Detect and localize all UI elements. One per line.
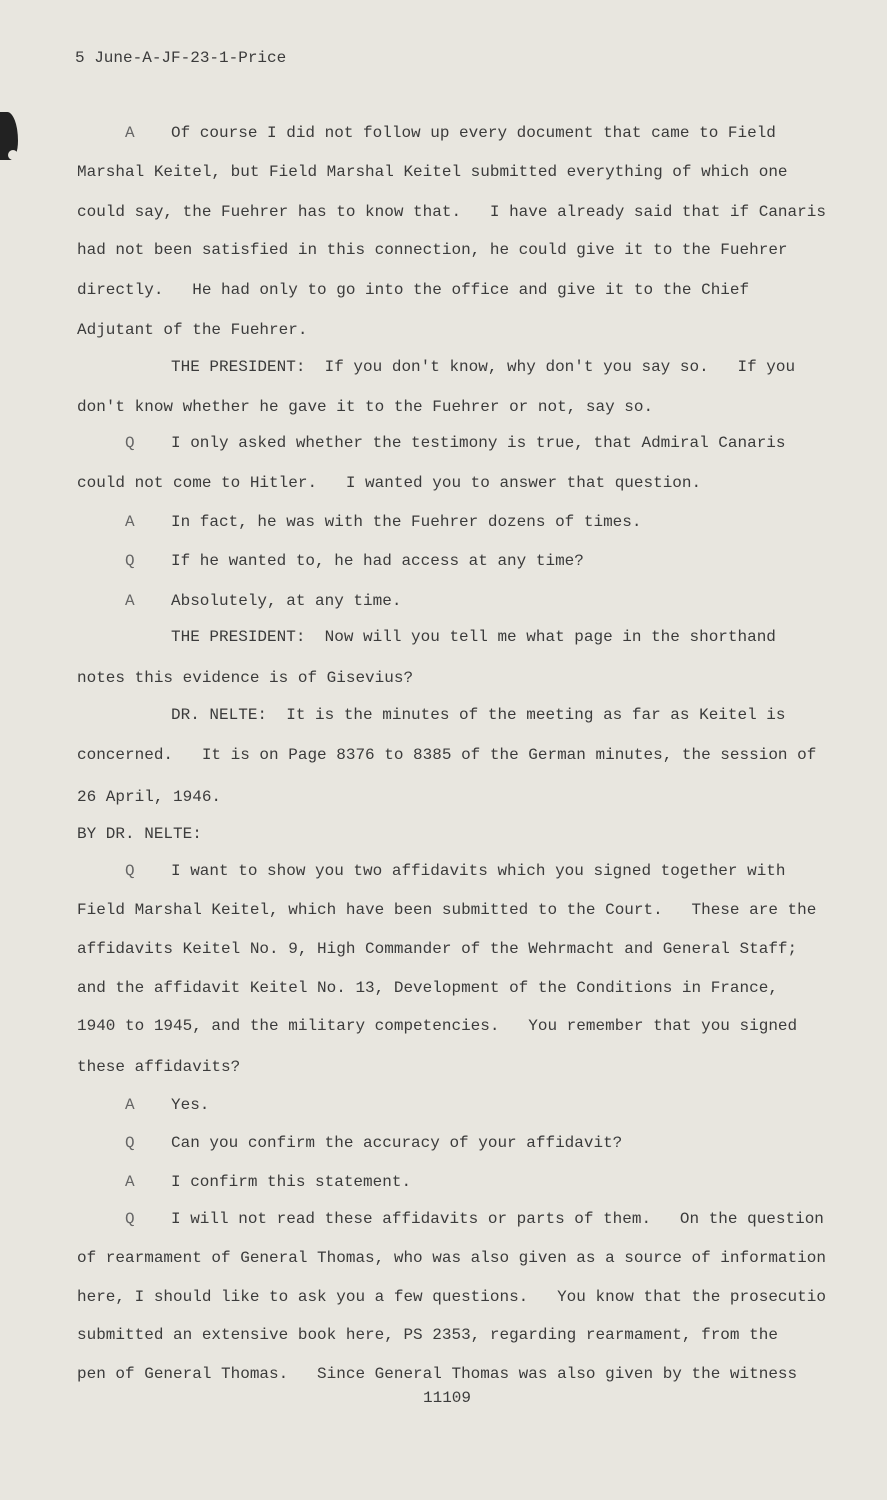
speaker-marker: Q [125, 552, 135, 570]
transcript-line: notes this evidence is of Gisevius? [77, 669, 414, 687]
transcript-line: Absolutely, at any time. [171, 592, 402, 610]
transcript-line: 1940 to 1945, and the military competencies. You remember that you signed [77, 1017, 798, 1035]
transcript-line: don't know whether he gave it to the Fuehrer or not, say so. [77, 398, 654, 416]
transcript-line: directly. He had only to go into the office and give it to the Chief [77, 281, 750, 299]
transcript-line: DR. NELTE: It is the minutes of the meeting as far as Keitel is [171, 706, 786, 724]
speaker-marker: Q [125, 1210, 135, 1228]
transcript-line: BY DR. NELTE: [77, 825, 202, 843]
transcript-line: Of course I did not follow up every document that came to Field [171, 124, 776, 142]
transcript-line: of rearmament of General Thomas, who was also given as a source of information [77, 1249, 826, 1267]
transcript-line: In fact, he was with the Fuehrer dozens of times. [171, 513, 642, 531]
speaker-marker: Q [125, 862, 135, 880]
transcript-line: pen of General Thomas. Since General Thomas was also given by the witness [77, 1365, 798, 1383]
speaker-marker: Q [125, 1134, 135, 1152]
speaker-marker: A [125, 513, 135, 531]
transcript-line: I only asked whether the testimony is true, that Admiral Canaris [171, 434, 786, 452]
speaker-marker: A [125, 592, 135, 610]
transcript-line: I want to show you two affidavits which you signed together with [171, 862, 786, 880]
transcript-line: affidavits Keitel No. 9, High Commander of the Wehrmacht and General Staff; [77, 940, 798, 958]
speaker-marker: A [125, 1173, 135, 1191]
speaker-marker: Q [125, 434, 135, 452]
transcript-line: 26 April, 1946. [77, 788, 222, 806]
transcript-line: Yes. [171, 1096, 210, 1114]
transcript-line: Can you confirm the accuracy of your affidavit? [171, 1134, 623, 1152]
transcript-line: Field Marshal Keitel, which have been submitted to the Court. These are the [77, 901, 817, 919]
transcript-line: these affidavits? [77, 1058, 241, 1076]
transcript-line: could say, the Fuehrer has to know that. I have already said that if Canaris [77, 203, 826, 221]
ink-blot-hole [8, 150, 18, 160]
transcript-line: If he wanted to, he had access at any time? [171, 552, 584, 570]
transcript-line: and the affidavit Keitel No. 13, Development of the Conditions in France, [77, 979, 778, 997]
page-header: 5 June-A-JF-23-1-Price [75, 49, 287, 67]
page-number: 11109 [423, 1389, 472, 1407]
transcript-line: Marshal Keitel, but Field Marshal Keitel submitted everything of which one [77, 163, 788, 181]
transcript-line: here, I should like to ask you a few questions. You know that the prosecutio [77, 1288, 826, 1306]
transcript-line: THE PRESIDENT: If you don't know, why don't you say so. If you [171, 358, 796, 376]
transcript-line: I will not read these affidavits or parts of them. On the question [171, 1210, 824, 1228]
transcript-line: THE PRESIDENT: Now will you tell me what page in the shorthand [171, 628, 776, 646]
speaker-marker: A [125, 1096, 135, 1114]
transcript-line: concerned. It is on Page 8376 to 8385 of the German minutes, the session of [77, 746, 817, 764]
transcript-line: I confirm this statement. [171, 1173, 412, 1191]
transcript-line: Adjutant of the Fuehrer. [77, 321, 308, 339]
transcript-line: could not come to Hitler. I wanted you to answer that question. [77, 474, 702, 492]
speaker-marker: A [125, 124, 135, 142]
transcript-line: had not been satisfied in this connection, he could give it to the Fuehrer [77, 241, 788, 259]
transcript-line: submitted an extensive book here, PS 2353, regarding rearmament, from the [77, 1326, 778, 1344]
